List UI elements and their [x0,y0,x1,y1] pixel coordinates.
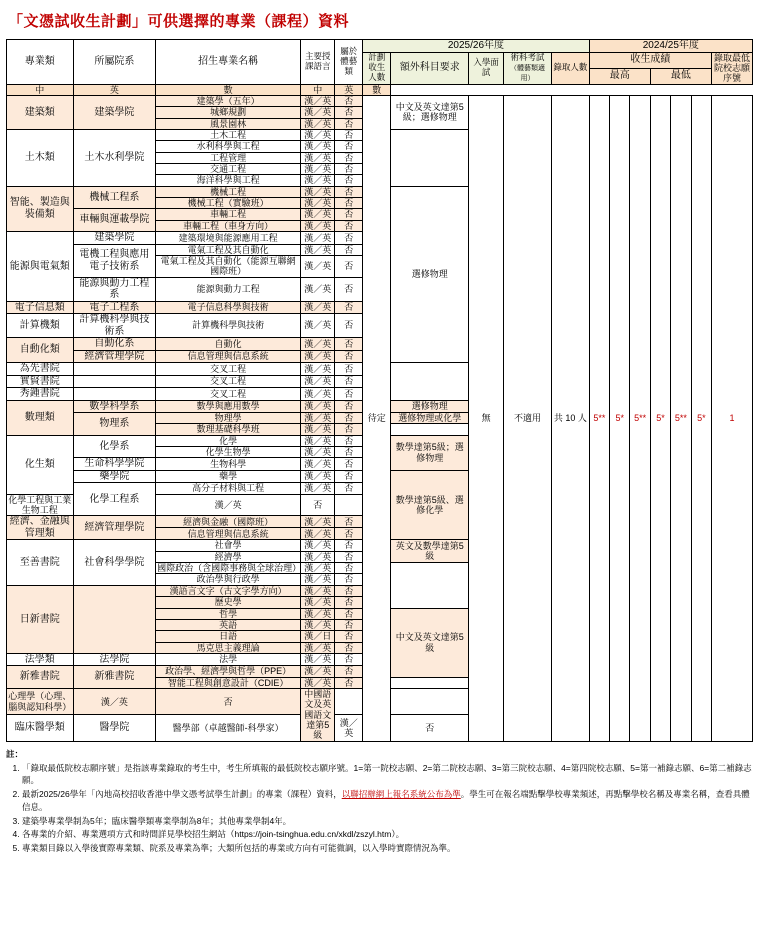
cell-major: 英語 [156,619,301,630]
cell-extra-requirement: 中文及英文達第5級 [391,608,469,677]
cell-faculty: 化學工程系 [73,483,156,516]
cell-arts: 否 [335,413,363,424]
cell-faculty: 生命科學學院 [73,458,156,471]
cell-language: 漢／英 [301,470,335,483]
cell-major: 土木工程 [156,129,301,140]
cell-high-eng: 5* [610,95,630,741]
cell-major: 交叉工程 [156,388,301,401]
cell-language: 漢／英 [301,107,335,118]
cell-language: 漢／英 [301,129,335,140]
cell-language: 漢／英 [301,152,335,163]
cell-language: 漢／英 [301,483,335,494]
cell-language: 漢／英 [301,642,335,653]
cell-faculty [73,388,156,401]
cell-language: 漢／英 [301,175,335,186]
cell-arts: 否 [335,400,363,413]
cell-major: 政治學、經濟學與哲學（PPE） [156,666,301,677]
cell-language: 漢／英 [301,301,335,314]
cell-language: 漢／英 [301,435,335,446]
cell-language: 漢／英 [301,118,335,129]
cell-major: 信息管理與信息系統 [156,528,301,540]
cell-category: 經濟、金融與管理類 [7,516,74,540]
cell-major: 化學生物學 [156,447,301,458]
cell-arts: 否 [335,375,363,388]
cell-arts: 否 [335,424,363,435]
cell-major: 經濟學 [156,551,301,562]
cell-language: 漢／英 [301,458,335,471]
notes-list [6,762,753,855]
cell-major: 化學 [156,435,301,446]
th-high-eng: 英 [73,84,156,95]
cell-language: 漢／日 [301,631,335,642]
cell-category: 實賢書院 [7,375,74,388]
cell-faculty: 法學院 [73,653,156,666]
cell-arts: 否 [335,95,363,106]
th-score: 收生成績 [589,52,711,68]
th-group-2025: 2025/26年度 [363,40,589,53]
cell-arts: 否 [335,677,363,688]
cell-major: 車輛工程 [156,209,301,220]
cell-arts: 否 [391,715,469,741]
cell-major: 電氣工程及其自動化 [156,244,301,255]
cell-interview: 無 [469,95,503,741]
cell-faculty [73,363,156,376]
cell-extra-requirement: 中文及英文達第5級；選修物理 [391,95,469,129]
cell-major: 交叉工程 [156,363,301,376]
cell-arts: 否 [335,447,363,458]
cell-major: 計算機科學與技術 [156,314,301,338]
cell-extra-requirement: 數學達第5級、選修化學 [391,470,469,540]
cell-extra-requirement [391,424,469,435]
cell-language: 漢／英 [73,689,156,715]
th-rank: 錄取最低院校志願序號 [712,52,753,84]
cell-major: 電子信息科學與技術 [156,301,301,314]
cell-major: 交通工程 [156,163,301,174]
cell-arts: 否 [335,483,363,494]
cell-low-eng: 5** [671,95,691,741]
notes-label: 註： [6,748,24,759]
cell-extra-requirement: 選修物理 [391,400,469,413]
cell-major: 國際政治（含國際事務與全球治理） [157,563,302,574]
cell-language: 漢／英 [301,677,335,688]
table-head [7,40,753,96]
cell-arts: 否 [335,129,363,140]
th-low-eng: 英 [335,84,363,95]
cell-faculty: 新雅書院 [73,666,156,689]
cell-language: 漢／英 [301,574,335,585]
cell-language: 漢／英 [301,413,335,424]
cell-high-math: 5** [630,95,650,741]
cell-category: 土木類 [7,129,74,186]
cell-language: 漢／英 [301,375,335,388]
cell-category: 秀鍾書院 [7,388,74,401]
th-aptitude-label: 術科考試 [510,52,545,63]
cell-language: 漢／英 [156,494,301,516]
cell-language: 漢／英 [301,516,335,528]
cell-arts: 否 [335,585,363,596]
cell-category: 數理類 [7,400,74,435]
cell-language: 漢／英 [301,563,335,574]
cell-extra-requirement: 中國語文及英國語文達第5級 [301,689,335,742]
cell-language: 漢／英 [301,528,335,540]
cell-faculty [73,375,156,388]
cell-extra-requirement [391,129,469,186]
th-low: 最低 [650,68,711,84]
cell-major: 法學 [156,653,301,666]
cell-language: 漢／英 [301,666,335,677]
cell-category: 法學類 [7,653,74,666]
cell-major: 交叉工程 [156,375,301,388]
th-arts: 屬於體藝類 [335,40,363,85]
cell-category: 智能、製造與裝備類 [7,186,74,231]
cell-major: 智能工程與創意設計（CDIE） [156,677,301,688]
th-low-chi: 中 [301,84,335,95]
cell-major: 車輛工程（車身方向） [156,220,301,231]
cell-arts: 否 [335,551,363,562]
cell-faculty: 建築學院 [73,95,156,129]
cell-major: 機械工程 [156,186,301,197]
cell-arts: 否 [335,631,363,642]
cell-faculty [73,585,156,653]
majors-table [6,39,753,742]
cell-major: 海洋科學與工程 [156,175,301,186]
cell-extra-requirement: 數學達第5級；選修物理 [391,435,469,470]
cell-major: 馬克思主義理論 [156,642,301,653]
cell-arts: 否 [335,255,363,277]
th-admitted: 錄取人數 [552,52,590,84]
cell-extra-requirement [391,563,469,608]
cell-arts: 否 [335,141,363,152]
note-item: 2. 最新2025/26學年「內地高校招收香港中學文憑考試學生計劃」的專業（課程）資料，以聯招辦網上報名系統公布為準。學生可在報名端點擊學校專業頻述，再點擊學校名稱及專業名稱，查看具體信息。 [22,788,753,814]
cell-language: 漢／英 [301,163,335,174]
cell-major: 藥學 [156,470,301,483]
cell-category: 能源與電氣類 [7,232,74,302]
cell-arts: 否 [335,118,363,129]
cell-rank: 1 [712,95,753,741]
cell-major: 城鄉規劃 [156,107,301,118]
cell-low-math: 5* [691,95,711,741]
note-link[interactable]: 以聯招辦網上報名系統公布為準 [341,789,461,800]
cell-faculty: 經濟管理學院 [73,350,156,363]
cell-major: 醫學部（卓越醫師-科學家） [156,715,301,741]
cell-faculty: 建築學院 [73,232,156,245]
cell-major: 數理基礎科學班 [156,424,301,435]
cell-arts: 否 [301,494,335,516]
cell-major: 經濟與金融（國際班） [156,516,301,528]
cell-faculty: 醫學院 [73,715,156,741]
th-low-math: 數 [363,84,391,95]
cell-major: 建築環境與能源應用工程 [156,232,301,245]
cell-arts: 否 [335,540,363,551]
cell-major: 自動化 [156,338,301,351]
cell-arts: 否 [335,338,363,351]
cell-low-chi: 5* [650,95,670,741]
cell-language: 漢／英 [301,209,335,220]
table-row [7,95,753,106]
cell-arts: 否 [335,350,363,363]
cell-faculty: 社會科學學院 [73,540,156,585]
note-item: 3. 建築學專業學制為5年；臨床醫學類專業學制為8年；其他專業學制4年。 [22,815,753,828]
cell-extra-requirement: 選修物理 [391,186,469,362]
cell-arts: 否 [156,689,301,715]
cell-language: 漢／英 [301,363,335,376]
cell-language: 漢／英 [301,619,335,630]
th-aptitude [503,52,551,84]
cell-extra-requirement: 選修物理或化學 [391,413,469,424]
cell-arts: 否 [335,642,363,653]
cell-faculty: 物理系 [73,413,156,436]
cell-language: 漢／英 [301,551,335,562]
cell-major: 心理學（心理、腦與認知科學） [7,689,74,715]
cell-language: 漢／英 [301,232,335,245]
cell-major: 社會學 [156,540,301,551]
cell-major: 生物科學 [156,458,301,471]
cell-arts: 否 [335,666,363,677]
cell-major: 高分子材料與工程 [156,483,301,494]
th-faculty: 所屬院系 [73,40,156,85]
cell-major: 化學工程與工業生物工程 [8,494,72,516]
cell-plan: 待定 [363,95,391,741]
cell-language: 漢／英 [301,197,335,208]
cell-arts: 否 [335,163,363,174]
cell-major: 物理學 [156,413,301,424]
cell-language: 漢／英 [301,350,335,363]
cell-language: 漢／英 [335,715,363,741]
page-title: 「文憑試收生計劃」可供選擇的專業（課程）資料 [8,13,350,30]
cell-arts: 否 [335,608,363,619]
cell-category: 化生類 [7,435,74,494]
cell-language: 漢／英 [301,314,335,338]
th-high-math: 數 [156,84,301,95]
cell-language: 漢／英 [301,447,335,458]
cell-aptitude: 不適用 [503,95,551,741]
cell-arts: 否 [335,175,363,186]
cell-language: 漢／英 [301,220,335,231]
cell-arts: 否 [335,619,363,630]
cell-faculty: 藥學院 [73,470,156,483]
cell-arts: 否 [335,314,363,338]
cell-major: 機械工程（實驗班） [156,197,301,208]
cell-admitted: 共 10 人 [552,95,590,741]
th-aptitude-note: （體藝類適用） [509,64,545,82]
cell-arts: 否 [335,220,363,231]
cell-arts: 否 [335,435,363,446]
cell-major: 電氣工程及其自動化（能源互聯網國際班） [156,255,301,277]
cell-arts: 否 [335,152,363,163]
cell-arts: 否 [335,470,363,483]
cell-faculty: 土木水利學院 [73,129,156,186]
th-interview: 入學面試 [469,52,503,84]
th-extra: 額外科目要求 [391,52,469,84]
cell-arts: 否 [335,563,363,574]
cell-category: 日新書院 [7,585,74,653]
cell-category: 至善書院 [7,540,74,585]
cell-category: 自動化類 [7,338,74,363]
cell-arts: 否 [335,363,363,376]
cell-arts: 否 [335,232,363,245]
cell-language: 漢／英 [301,95,335,106]
cell-language: 漢／英 [301,141,335,152]
cell-faculty: 電機工程與應用電子技術系 [73,244,156,277]
cell-arts: 否 [335,528,363,540]
cell-arts: 否 [335,301,363,314]
cell-category: 計算機類 [7,314,74,338]
cell-faculty: 計算機科學與技術系 [73,314,156,338]
cell-faculty: 能源與動力工程系 [73,277,156,301]
notes-block [6,748,753,855]
cell-faculty: 自動化系 [73,338,156,351]
cell-arts: 否 [335,388,363,401]
cell-arts: 否 [335,653,363,666]
cell-category: 為先書院 [7,363,74,376]
cell-faculty: 車輛與運載學院 [73,209,156,232]
th-language: 主要授課語言 [301,40,335,85]
table-body [7,95,753,741]
cell-major: 水利科學與工程 [156,141,301,152]
cell-language: 漢／英 [301,597,335,608]
th-high-chi: 中 [7,84,74,95]
cell-arts: 否 [335,597,363,608]
cell-extra-requirement [391,363,469,401]
cell-language: 漢／英 [301,540,335,551]
cell-category: 建築類 [7,95,74,129]
cell-high-chi: 5** [589,95,609,741]
th-plan: 計劃收生人數 [363,52,391,84]
cell-arts: 否 [335,209,363,220]
cell-category: 臨床醫學類 [7,715,74,741]
cell-language: 漢／英 [301,277,335,301]
note-item: 4. 各專業的介紹、專業選項方式和時間詳見學校招生網站（https://join-tsinghua.edu.cn/xkdl/zszyl.htm）。 [22,828,753,841]
cell-language: 漢／英 [301,585,335,596]
cell-extra-requirement: 英文及數學達第5級 [391,540,469,563]
cell-arts: 否 [335,574,363,585]
cell-major: 工程管理 [156,152,301,163]
th-category: 專業類 [7,40,74,85]
cell-major: 漢語言文字（古文字學方向） [156,585,301,596]
cell-major: 建築學（五年） [156,95,301,106]
cell-language: 漢／英 [301,338,335,351]
cell-major: 歷史學 [156,597,301,608]
cell-faculty: 化學系 [73,435,156,458]
cell-arts: 否 [335,186,363,197]
note-item: 1. 「錄取最低院校志願序號」是指該專業錄取的考生中，考生所填報的最低院校志願序號。1=第一院校志願、2=第二院校志願、3=第三院校志願、4=第四院校志願、5=第一補錄志願、6=第二補錄志願。 [22,762,753,788]
cell-major: 數學與應用數學 [156,400,301,413]
cell-category: 電子信息類 [7,301,74,314]
cell-language: 漢／英 [301,186,335,197]
cell-arts: 否 [335,458,363,471]
cell-language: 漢／英 [301,388,335,401]
cell-arts: 否 [335,277,363,301]
cell-major: 信息管理與信息系統 [156,350,301,363]
cell-major: 能源與動力工程 [156,277,301,301]
cell-language: 漢／英 [301,255,335,277]
cell-language: 漢／英 [301,653,335,666]
cell-language: 漢／英 [301,424,335,435]
cell-faculty: 電子工程系 [73,301,156,314]
cell-major: 日語 [156,631,301,642]
cell-faculty: 經濟管理學院 [73,516,156,540]
note-item: 5. 專業類目錄以入學後實際專業類、院系及專業為準；大類所包括的專業或方向有可能微調，以入學時實際情況為準。 [22,842,753,855]
cell-language: 漢／英 [301,608,335,619]
cell-major: 哲學 [156,608,301,619]
th-major: 招生專業名稱 [156,40,301,85]
cell-extra-requirement [391,677,469,688]
cell-faculty: 機械工程系 [73,186,156,209]
cell-arts: 否 [335,516,363,528]
cell-category: 新雅書院 [7,666,74,689]
cell-faculty: 數學科學系 [73,400,156,413]
cell-arts: 否 [335,107,363,118]
th-group-2024: 2024/25年度 [589,40,752,53]
cell-language: 漢／英 [301,400,335,413]
cell-major: 政治學與行政學 [156,574,301,585]
cell-language: 漢／英 [301,244,335,255]
cell-arts: 否 [335,197,363,208]
th-high: 最高 [589,68,650,84]
cell-major: 風景園林 [156,118,301,129]
cell-arts: 否 [335,244,363,255]
